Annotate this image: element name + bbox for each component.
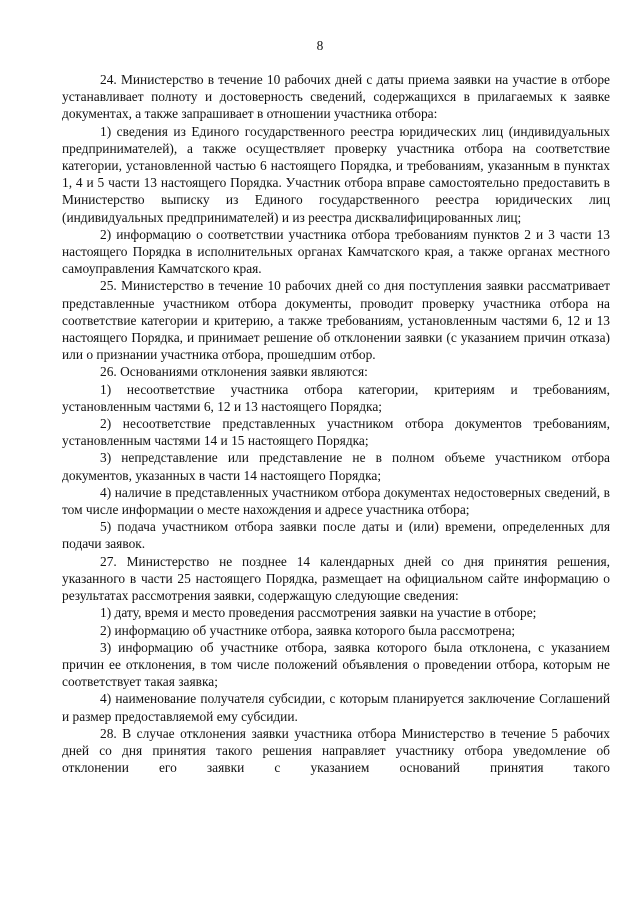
paragraph-27-item-3: 3) информацию об участнике отбора, заявка которого была отклонена, с указанием причин ее отклонения, в том числе положений объявления о проведении отбора, которым не соответствует такая заявка; <box>62 639 610 690</box>
paragraph-24-item-1: 1) сведения из Единого государственного реестра юридических лиц (индивидуальных предпринимателей), а также осуществляет проверку участника отбора на соответствие категории, установленной частью 6 настоящего Порядка, и требованиям, указанным в пунктах 1, 4 и 5 части 13 настоящего Порядка. Участник отбора вправе самостоятельно предоставить в Министерство выписку из Единого государственного реестра юридических лиц (индивидуальных предпринимателей) и из реестра дисквалифицированных лиц; <box>62 123 610 225</box>
paragraph-26-item-5: 5) подача участником отбора заявки после даты и (или) времени, определенных для подачи заявок. <box>62 519 610 552</box>
paragraph-25: 25. Министерство в течение 10 рабочих дней со дня поступления заявки рассматривает представленные участником отбора документы, проводит проверку участника отбора на соответствие категории и критерию, а также требованиям, установленным частями 6, 12 и 13 настоящего Порядка, и принимает решение об отклонении заявки (с указанием причин отказа) или о признании участника отбора, прошедшим отбор. <box>62 278 610 363</box>
paragraph-27: 27. Министерство не позднее 14 календарных дней со дня принятия решения, указанного в части 25 настоящего Порядка, размещает на официальном сайте информацию о результатах рассмотрения заявки, содержащую следующие сведения: <box>62 553 610 604</box>
paragraph-26-item-4: 4) наличие в представленных участником отбора документах недостоверных сведений, в том числе информации о месте нахождения и адресе участника отбора; <box>62 484 610 518</box>
page-number: 8 <box>316 38 324 53</box>
paragraph-24-item-2: 2) информацию о соответствии участника отбора требованиям пунктов 2 и 3 части 13 настоящего Порядка в исполнительных органах Камчатского края, а также органах местного самоуправления Камчатского края. <box>62 226 610 277</box>
document-body <box>62 71 610 776</box>
paragraph-26: 26. Основаниями отклонения заявки являются: <box>100 364 368 380</box>
paragraph-27-item-4: 4) наименование получателя субсидии, с которым планируется заключение Соглашений и размер предоставляемой ему субсидии. <box>62 691 610 724</box>
paragraph-27-item-2: 2) информацию об участнике отбора, заявка которого была рассмотрена; <box>100 622 516 638</box>
paragraph-26-item-2: 2) несоответствие представленных участником отбора документов требованиям, установленным частями 14 и 15 настоящего Порядка; <box>62 416 610 449</box>
paragraph-26-item-1: 1) несоответствие участника отбора категории, критериям и требованиям, установленным частями 6, 12 и 13 настоящего Порядка; <box>62 381 610 414</box>
paragraph-26-item-3: 3) непредставление или представление не в полном объеме участником отбора документов, указанных в части 14 настоящего Порядка; <box>62 450 610 483</box>
paragraph-24: 24. Министерство в течение 10 рабочих дней с даты приема заявки на участие в отборе устанавливает полноту и достоверность сведений, содержащихся в прилагаемых к заявке документах, а также запрашивает в отношении участника отбора: <box>62 72 610 122</box>
paragraph-27-item-1: 1) дату, время и место проведения рассмотрения заявки на участие в отборе; <box>100 605 537 621</box>
paragraph-28: 28. В случае отклонения заявки участника отбора Министерство в течение 5 рабочих дней со дня принятия такого решения направляет участнику отбора уведомление об отклонении его заявки с указанием оснований принятия такого <box>62 725 610 776</box>
